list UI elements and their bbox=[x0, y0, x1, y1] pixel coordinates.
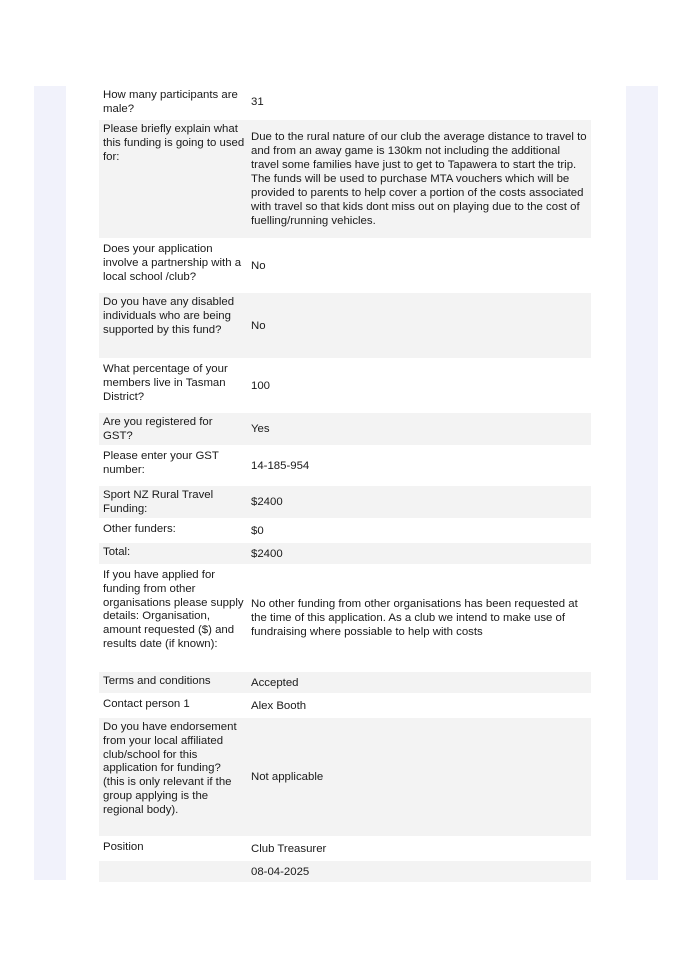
application-details-table bbox=[99, 86, 591, 884]
field-value: $0 bbox=[251, 524, 264, 537]
table-row bbox=[99, 566, 591, 672]
table-row bbox=[99, 838, 591, 861]
field-value: $2400 bbox=[251, 496, 283, 508]
field-value: 08-04-2025 bbox=[251, 865, 310, 878]
field-label bbox=[99, 861, 247, 867]
field-value: $2400 bbox=[251, 547, 283, 560]
table-row bbox=[99, 486, 591, 520]
field-label: Do you have any disabled individuals who are being supported by this fund? bbox=[103, 296, 235, 336]
field-value: No other funding from other organisations has been requested at the time of this application. As a club we intend to make use of fundraising where possiable to help with costs bbox=[251, 598, 578, 638]
field-label: Total: bbox=[103, 546, 131, 558]
field-value: Club Treasurer bbox=[251, 842, 327, 855]
field-label: Do you have endorsement from your local affiliated club/school for this application for funding? (this is only relevant if the group applying is the regional body). bbox=[103, 721, 237, 816]
table-row bbox=[99, 543, 591, 566]
field-value: Alex Booth bbox=[251, 699, 307, 712]
field-label: Contact person 1 bbox=[103, 698, 190, 710]
table-row bbox=[99, 293, 591, 360]
field-label: Please briefly explain what this funding is going to used for: bbox=[103, 123, 245, 163]
field-value: Yes bbox=[251, 423, 270, 435]
field-label: Are you registered for GST? bbox=[103, 416, 213, 442]
field-label: Terms and conditions bbox=[103, 675, 211, 687]
field-value: 100 bbox=[251, 379, 271, 392]
field-label: If you have applied for funding from other organisations please supply details: Organisation, amount requested ($) and results date (if known): bbox=[103, 569, 244, 650]
field-label: Other funders: bbox=[103, 523, 176, 535]
left-margin-band bbox=[34, 86, 66, 880]
field-label: Please enter your GST number: bbox=[103, 450, 219, 476]
table-row bbox=[99, 672, 591, 695]
table-row bbox=[99, 861, 591, 884]
field-label: Sport NZ Rural Travel Funding: bbox=[103, 489, 214, 515]
field-value: 14-185-954 bbox=[251, 459, 310, 472]
field-label: What percentage of your members live in Tasman District? bbox=[103, 363, 228, 403]
right-margin-band bbox=[626, 86, 658, 880]
field-value: No bbox=[251, 319, 266, 332]
table-row bbox=[99, 695, 591, 718]
field-label: How many participants are male? bbox=[103, 89, 238, 115]
field-label: Position bbox=[103, 841, 144, 853]
table-row bbox=[99, 447, 591, 486]
field-value: No bbox=[251, 259, 266, 272]
field-value: Accepted bbox=[251, 676, 299, 689]
table-row bbox=[99, 240, 591, 293]
table-row bbox=[99, 520, 591, 543]
field-value: Due to the rural nature of our club the average distance to travel to and from an away game is 130km not including the additional travel some families have just to get to Tapawera to start the trip. The funds will be used to purchase MTA vouchers which will be provided to parents to help cover a portion of the costs associated with travel so that kids dont miss out on playing due to the cost of fuelling/running vehicles. bbox=[251, 131, 587, 227]
field-value: 31 bbox=[251, 96, 264, 108]
table-row bbox=[99, 86, 591, 120]
table-row bbox=[99, 360, 591, 413]
field-label: Does your application involve a partnership with a local school /club? bbox=[103, 243, 242, 283]
field-value: Not applicable bbox=[251, 771, 324, 783]
table-row bbox=[99, 413, 591, 447]
table-row bbox=[99, 120, 591, 240]
table-row bbox=[99, 718, 591, 838]
